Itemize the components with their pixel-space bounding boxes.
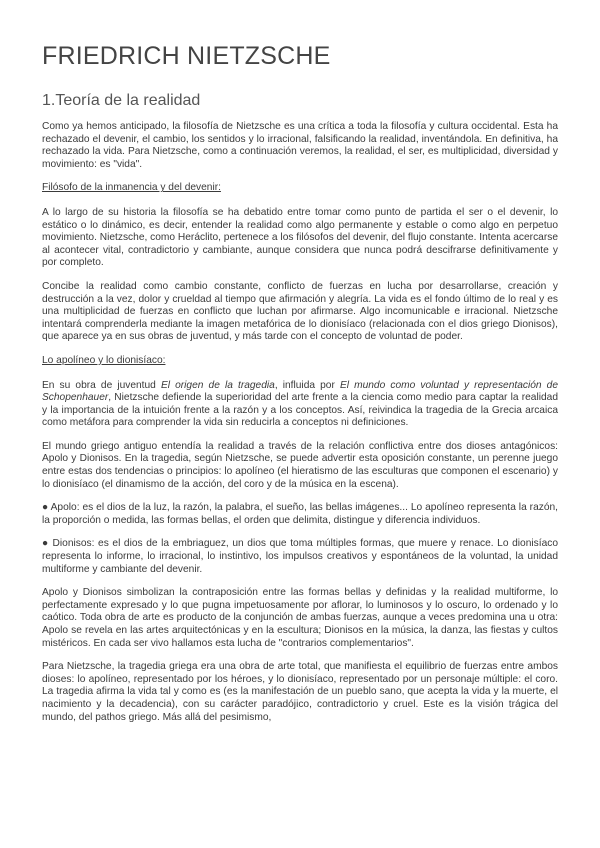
- subheading-apolineo-dionisiaco: Lo apolíneo y lo dionisíaco:: [42, 354, 166, 366]
- work-title-mundo-voluntad: El mundo como voluntad y representación de Schopenhauer: [42, 379, 558, 404]
- section-heading: 1.Teoría de la realidad: [42, 92, 201, 109]
- document-body: [42, 121, 558, 735]
- subheading-inmanencia: Filósofo de la inmanencia y del devenir:: [42, 182, 221, 194]
- paragraph-4-text-a: En su obra de juventud: [42, 379, 161, 391]
- work-title-origen-tragedia: El origen de la tragedia: [160, 379, 275, 391]
- paragraph-mundo-griego: El mundo griego antiguo entendía la realidad a través de la relación conflictiva entre dos dioses antagónicos: Apolo y Dionisos. En la tragedia, según Nietzsche, se puede advertir esta oposición constante, un perenne juego entre estas dos tendencias o principios: lo apolíneo (el hieratismo de las esculturas que componen el escenario) y lo dionisíaco (el dinamismo de la acción, del coro y de la música en la escena).: [42, 440, 558, 490]
- document-title: FRIEDRICH NIETZSCHE: [42, 42, 331, 70]
- paragraph-tragedia-griega: Para Nietzsche, la tragedia griega era una obra de arte total, que manifiesta el equilibrio de fuerzas entre ambos dioses: lo apolíneo, representado por los héroes, y lo dionisíaco, representado por un personaje múltiple: el coro. La tragedia afirma la vida tal y como es (es la manifestación de un pueblo sano, que acepta la vida y la muerte, el nacimiento y la decadencia), con su carácter paradójico, contradictorio y cruel. Este es la visión trágica del mundo, del pathos griego. Más allá del pesimismo,: [42, 661, 558, 723]
- bullet-dionisos: ● Dionisos: es el dios de la embriaguez, un dios que toma múltiples formas, que muere y renace. Lo dionisíaco representa lo informe, lo irracional, lo instintivo, los impulsos creativos y espontáneos de la voluntad, la unidad multiforme y cambiante del devenir.: [42, 538, 558, 575]
- bullet-apolo: ● Apolo: es el dios de la luz, la razón, la palabra, el sueño, las bellas imágenes... Lo apolíneo representa la razón, la proporción o medida, las formas bellas, el orden que delimita, distingue y diferencia individuos.: [42, 502, 558, 526]
- paragraph-intro: Como ya hemos anticipado, la filosofía de Nietzsche es una crítica a toda la filosofía y cultura occidental. Esta ha rechazado el devenir, el cambio, los sentidos y lo irracional, falsificando la realidad, inventándola. En definitiva, ha rechazado la vida. Para Nietzsche, como a continuación veremos, la realidad, el ser, es multiplicidad, diversidad y movimiento: es "vida".: [42, 121, 558, 170]
- paragraph-4-text-b: , influida por: [274, 379, 340, 391]
- paragraph-contraposicion: Apolo y Dionisos simbolizan la contraposición entre las formas bellas y definidas y la realidad multiforme, lo perfectamente expresado y lo que pugna impetuosamente por aflorar, lo luminosos y lo oscuro, lo ordenado y lo caótico. Toda obra de arte es producto de la conjunción de ambas fuerzas, aunque a veces predomina una u otra: Apolo se revela en las artes arquitectónicas y en la escultura; Dionisos en la música, la danza, las fiestas y cultos mistéricos. En cada ser vivo hallamos esta lucha de "contrarios complementarios".: [42, 587, 558, 649]
- paragraph-4-text-c: , Nietzsche defiende la superioridad del arte frente a la ciencia como medio para captar la realidad y la importancia de la intuición frente a la razón y a los conceptos. Así, reivindica la tragedia de la Grecia arcaica como metáfora para comprender la vida sin reducirla a conceptos ni definiciones.: [42, 392, 558, 429]
- paragraph-realidad-cambio: Concibe la realidad como cambio constante, conflicto de fuerzas en lucha por desarrollarse, creación y destrucción a la vez, dolor y crueldad al tiempo que afirmación y alegría. La vida es el fondo último de lo real y es una multiplicidad de fuerzas en conflicto que luchan por afirmarse. Algo incomunicable e irracional. Nietzsche intentará comprenderla mediante la imagen metafórica de lo dionisíaco (relacionada con el dios griego Dionisos), que aparece ya en sus obras de juventud, y más tarde con el concepto de voluntad de poder.: [42, 280, 558, 343]
- paragraph-devenir: A lo largo de su historia la filosofía se ha debatido entre tomar como punto de partida el ser o el devenir, lo estático o lo dinámico, es decir, entender la realidad como algo permanente y estable o como algo en perpetuo movimiento. Nietzsche, como Heráclito, pertenece a los filósofos del devenir, del flujo constante. Intenta acercarse al acontecer vital, contradictorio y cambiante, aunque considera que nunca podrá descifrarse definitivamente y por completo.: [42, 206, 558, 269]
- paragraph-origen-tragedia: [42, 380, 558, 430]
